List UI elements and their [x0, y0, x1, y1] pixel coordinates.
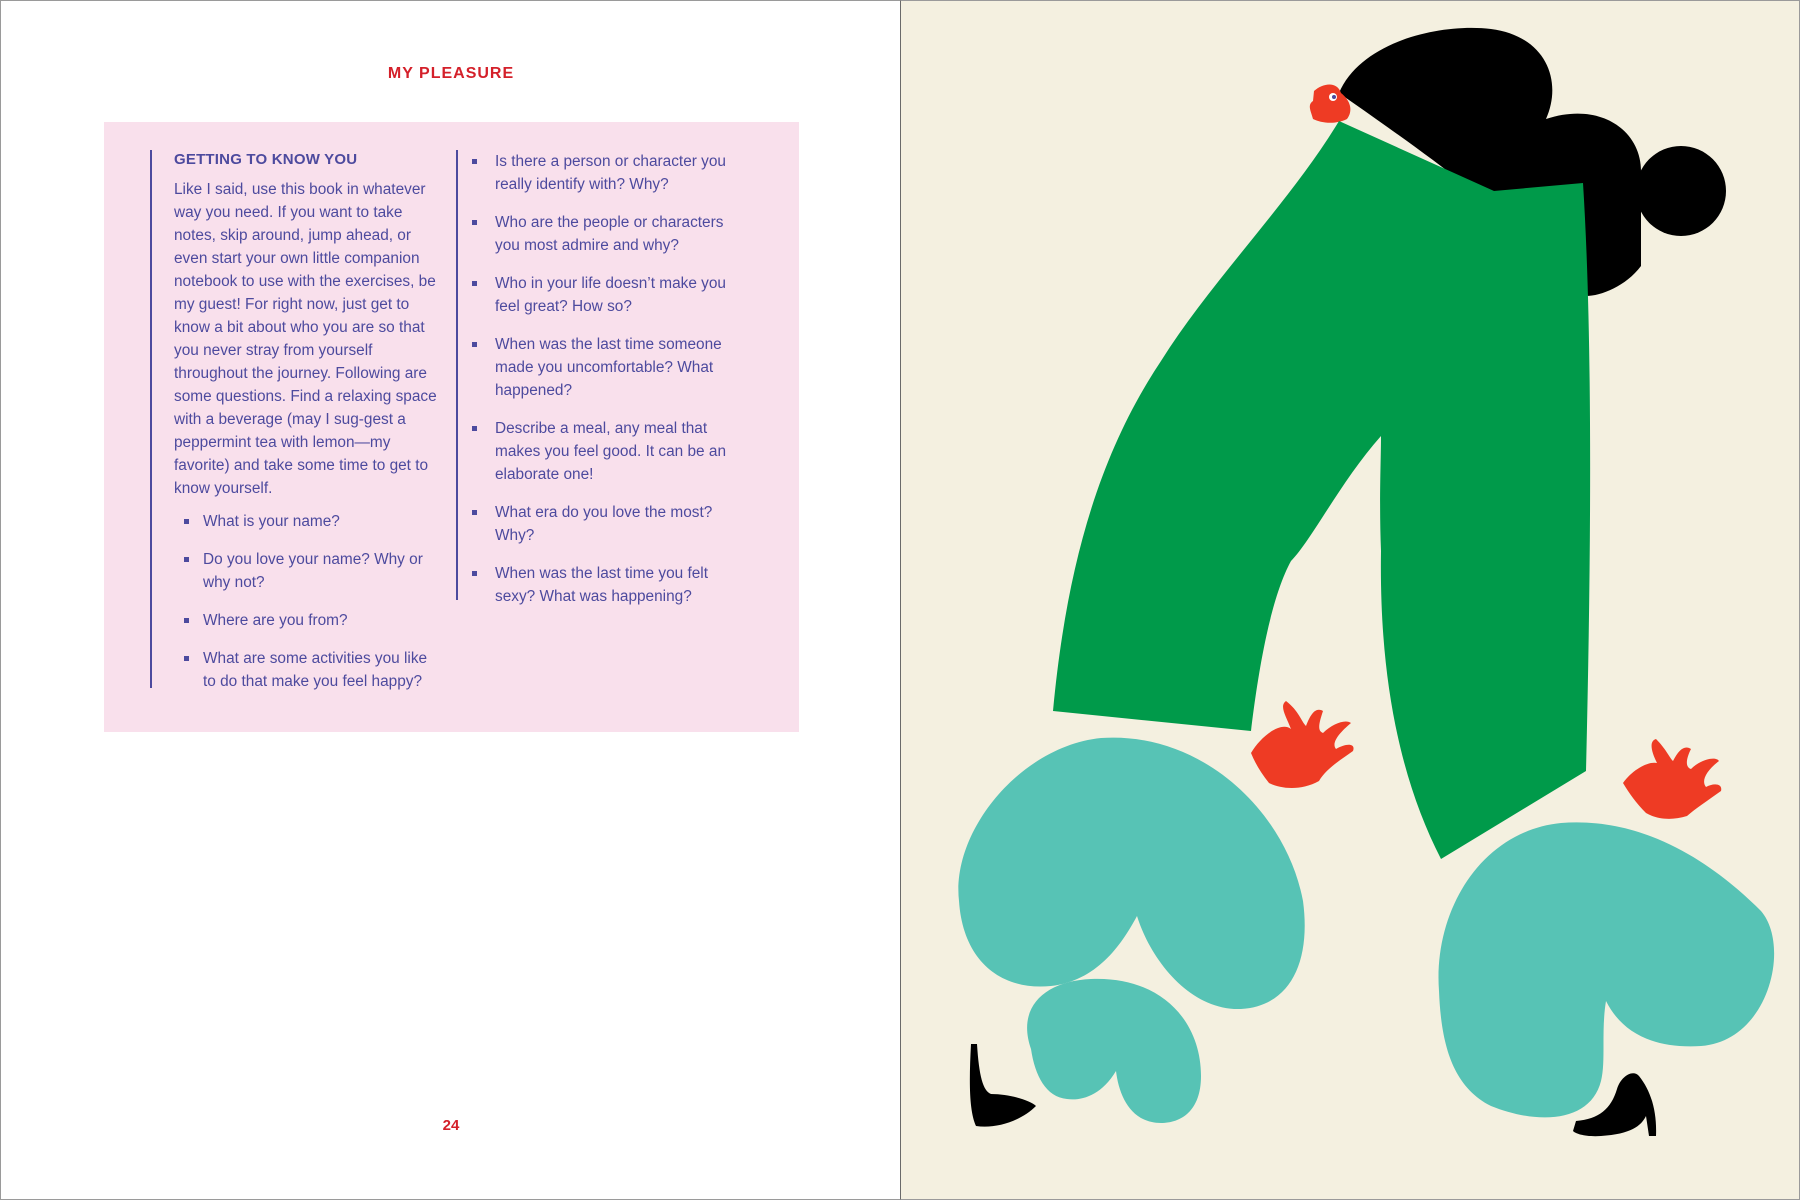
list-item [457, 417, 732, 486]
question-text: What is your name? [203, 513, 340, 530]
teal-blob-left [958, 738, 1304, 1009]
bullet-icon [472, 510, 477, 515]
question-text: What are some activities you like to do that make you feel happy? [203, 650, 428, 690]
list-item [174, 647, 442, 693]
hand-left-shape [1251, 701, 1354, 788]
box-right-column [457, 150, 732, 623]
list-item [457, 150, 732, 196]
question-text: Who are the people or characters you most admire and why? [495, 214, 724, 254]
box-body-text: Like I said, use this book in whatever way you need. If you want to take notes, skip around, jump ahead, or even start your own little companion notebook to use with the exercises, be my guest! For right now, just get to know a bit about who you are so that you never stray from yourself throughout the journey. Following are some questions. Find a relaxing space with a beverage (may I sug-gest a peppermint tea with lemon—my favorite) and take some time to get to know yourself. [174, 181, 437, 497]
woman-illustration [901, 1, 1799, 1199]
question-text: Who in your life doesn’t make you feel great? How so? [495, 275, 726, 315]
question-text: Where are you from? [203, 612, 348, 629]
bullet-icon [184, 618, 189, 623]
question-text: Do you love your name? Why or why not? [203, 551, 423, 591]
running-head: MY PLEASURE [387, 65, 515, 82]
box-left-column [150, 150, 442, 688]
question-text: When was the last time you felt sexy? What was happening? [495, 565, 708, 605]
exercise-box [104, 122, 799, 732]
bullet-icon [184, 519, 189, 524]
list-item [174, 609, 442, 632]
bullet-icon [472, 159, 477, 164]
question-text: What era do you love the most? Why? [495, 504, 713, 544]
question-text: When was the last time someone made you uncomfortable? What happened? [495, 336, 722, 399]
list-item [174, 510, 442, 533]
pupil-shape [1332, 95, 1336, 99]
bullet-icon [472, 342, 477, 347]
teal-blob-right [1438, 822, 1774, 1117]
question-text: Is there a person or character you really identify with? Why? [495, 153, 726, 193]
list-item [457, 562, 732, 608]
bullet-icon [472, 426, 477, 431]
question-list-right [457, 150, 732, 608]
hand-right-shape [1623, 739, 1721, 819]
bullet-icon [472, 571, 477, 576]
hair-bun-shape [1636, 146, 1726, 236]
bullet-icon [184, 656, 189, 661]
list-item [174, 548, 442, 594]
right-page [900, 0, 1800, 1200]
list-item [457, 211, 732, 257]
page-number: 24 [442, 1117, 460, 1134]
bullet-icon [472, 220, 477, 225]
box-title: GETTING TO KNOW YOU [174, 151, 358, 168]
question-text: Describe a meal, any meal that makes you feel good. It can be an elaborate one! [495, 420, 727, 483]
list-item [457, 333, 732, 402]
shoe-left-shape [970, 1044, 1036, 1127]
question-list-left [174, 510, 442, 693]
list-item [457, 272, 732, 318]
list-item [457, 501, 732, 547]
teal-blob-left-lower [1027, 979, 1201, 1123]
bullet-icon [472, 281, 477, 286]
bullet-icon [184, 557, 189, 562]
